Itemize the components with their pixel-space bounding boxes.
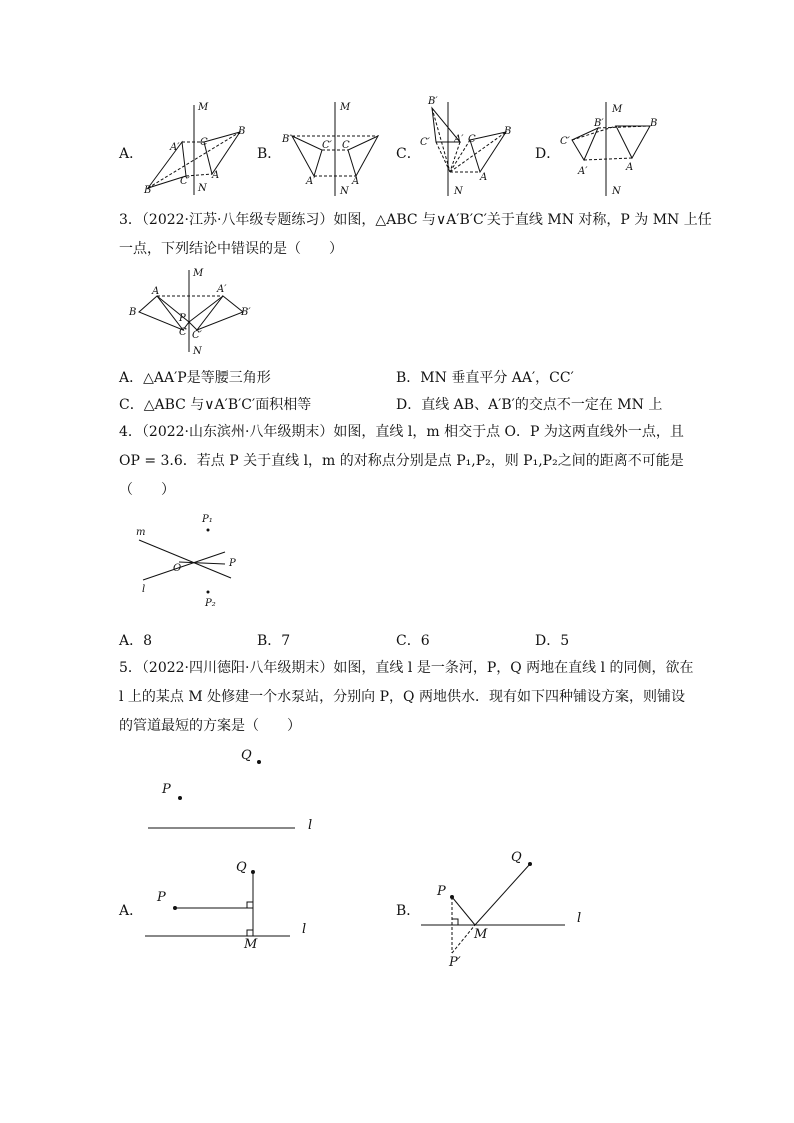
q5a-label-p: P xyxy=(157,890,166,905)
q5-label-p: P xyxy=(162,782,171,797)
q5-label-q: Q xyxy=(241,748,252,763)
q3-label-a-prime: A′ xyxy=(217,284,227,295)
q3-label-c: C xyxy=(179,327,187,338)
q2d-label-b: B xyxy=(650,118,658,129)
q3-label-p: P xyxy=(179,313,186,324)
q2c-label-c: C xyxy=(468,134,476,145)
q5-stem-line-2: l 上的某点 M 处修建一个水泵站，分别向 P，Q 两地供水．现有如下四种铺设方案，则铺设 xyxy=(119,689,685,705)
q4-stem-line-3: （ ） xyxy=(119,482,175,498)
q2b-label-c-prime: C′ xyxy=(322,140,332,151)
q2b-label-m: M xyxy=(340,102,351,113)
q2d-label-m: M xyxy=(612,104,623,115)
q5b-label-p-prime: P′ xyxy=(449,955,461,970)
q5-label-l: l xyxy=(308,818,313,833)
q4-label-p2: P₂ xyxy=(205,598,216,609)
q3-option-d: D．直线 AB、A′B′的交点不一定在 MN 上 xyxy=(396,397,663,413)
q5-option-a-label: A． xyxy=(119,903,144,919)
q2d-label-b-prime: B′ xyxy=(594,118,604,129)
q2d-label-a: A xyxy=(626,162,634,173)
q5-stem-line-3: 的管道最短的方案是（ ） xyxy=(119,718,301,734)
q2-option-b-label: B． xyxy=(257,146,282,162)
q4-option-c: C．6 xyxy=(396,633,430,649)
q2b-label-b-prime: B′ xyxy=(282,134,292,145)
q2b-label-n: N xyxy=(340,186,349,197)
q3-stem-line-1: 3．（2022·江苏·八年级专题练习）如图，△ABC 与∨A′B′C′关于直线 MN 对称，P 为 MN 上任 xyxy=(119,212,712,228)
q5a-label-q: Q xyxy=(236,860,247,875)
q2a-label-b: B xyxy=(238,126,246,137)
q2d-label-n: N xyxy=(612,186,621,197)
q2d-label-c-prime: C′ xyxy=(560,136,570,147)
q2a-label-n: N xyxy=(198,183,207,194)
q5-stem-line-1: 5．（2022·四川德阳·八年级期末）如图，直线 l 是一条河，P，Q 两地在直线 l 的同侧，欲在 xyxy=(119,660,694,676)
q4-option-b: B．7 xyxy=(257,633,291,649)
q2-option-b-figure xyxy=(280,100,390,200)
q4-stem-line-2: OP = 3.6．若点 P 关于直线 l，m 的对称点分别是点 P₁,P₂，则 P₁,P₂之间的距离不可能是 xyxy=(119,453,684,469)
q3-option-b: B．MN 垂直平分 AA′，CC′ xyxy=(396,370,574,386)
q2a-label-c: C xyxy=(200,137,208,148)
q3-option-a: A．△AA′P是等腰三角形 xyxy=(119,370,271,386)
q5b-label-l: l xyxy=(577,911,582,926)
q4-label-p1: P₁ xyxy=(202,514,213,525)
q3-label-n: N xyxy=(193,346,202,357)
q5b-label-q: Q xyxy=(511,850,522,865)
q4-label-o: O xyxy=(173,563,182,574)
q2b-label-a: A xyxy=(352,176,360,187)
q2c-label-n: N xyxy=(454,186,463,197)
q4-label-p: P xyxy=(229,558,236,569)
q2-option-a-label: A． xyxy=(119,146,144,162)
q2-option-d-figure xyxy=(560,100,670,200)
q2a-label-a-prime: A′ xyxy=(170,142,180,153)
q3-option-c: C．△ABC 与∨A′B′C′面积相等 xyxy=(119,397,312,413)
q5a-label-m: M xyxy=(244,937,258,952)
q2a-label-a: A xyxy=(212,170,220,181)
q4-stem-line-1: 4．（2022·山东滨州·八年级期末）如图，直线 l，m 相交于点 O．P 为这两直线外一点，且 xyxy=(119,424,684,440)
q2a-label-c-prime: C′ xyxy=(180,176,190,187)
q5b-label-m: M xyxy=(474,927,488,942)
q2a-label-b-prime: B′ xyxy=(144,185,154,196)
q3-label-b-prime: B′ xyxy=(241,307,251,318)
q5-option-b-figure xyxy=(415,850,585,965)
q2c-label-b: B xyxy=(504,126,512,137)
q2c-label-b-prime: B′ xyxy=(428,96,438,107)
q2b-label-a-prime: A′ xyxy=(306,176,316,187)
q5-option-b-label: B． xyxy=(396,903,421,919)
q4-option-d: D．5 xyxy=(535,633,570,649)
q2c-label-c-prime: C′ xyxy=(420,137,430,148)
q4-label-m: m xyxy=(136,527,146,538)
q5a-label-l: l xyxy=(302,922,307,937)
q3-label-a: A xyxy=(152,286,160,297)
q2-option-c-label: C． xyxy=(396,146,421,162)
q5-option-a-figure xyxy=(140,860,310,950)
q3-label-c-prime: C′ xyxy=(192,330,202,341)
q5b-label-p: P xyxy=(437,884,446,899)
q3-stem-line-2: 一点，下列结论中错误的是（ ） xyxy=(119,241,343,257)
q2d-label-a-prime: A′ xyxy=(578,166,588,177)
q3-label-m: M xyxy=(193,268,204,279)
q4-option-a: A．8 xyxy=(119,633,153,649)
q4-label-l: l xyxy=(142,584,146,595)
q2-option-c-figure xyxy=(420,100,520,200)
q2a-label-m: M xyxy=(198,102,209,113)
q3-label-b: B xyxy=(129,307,137,318)
q2c-label-a: A xyxy=(480,172,488,183)
q2-option-a-figure xyxy=(140,100,250,200)
q2b-label-c: C xyxy=(342,140,350,151)
q2-option-d-label: D． xyxy=(535,146,561,162)
q2c-label-a-prime: A′ xyxy=(454,134,464,145)
